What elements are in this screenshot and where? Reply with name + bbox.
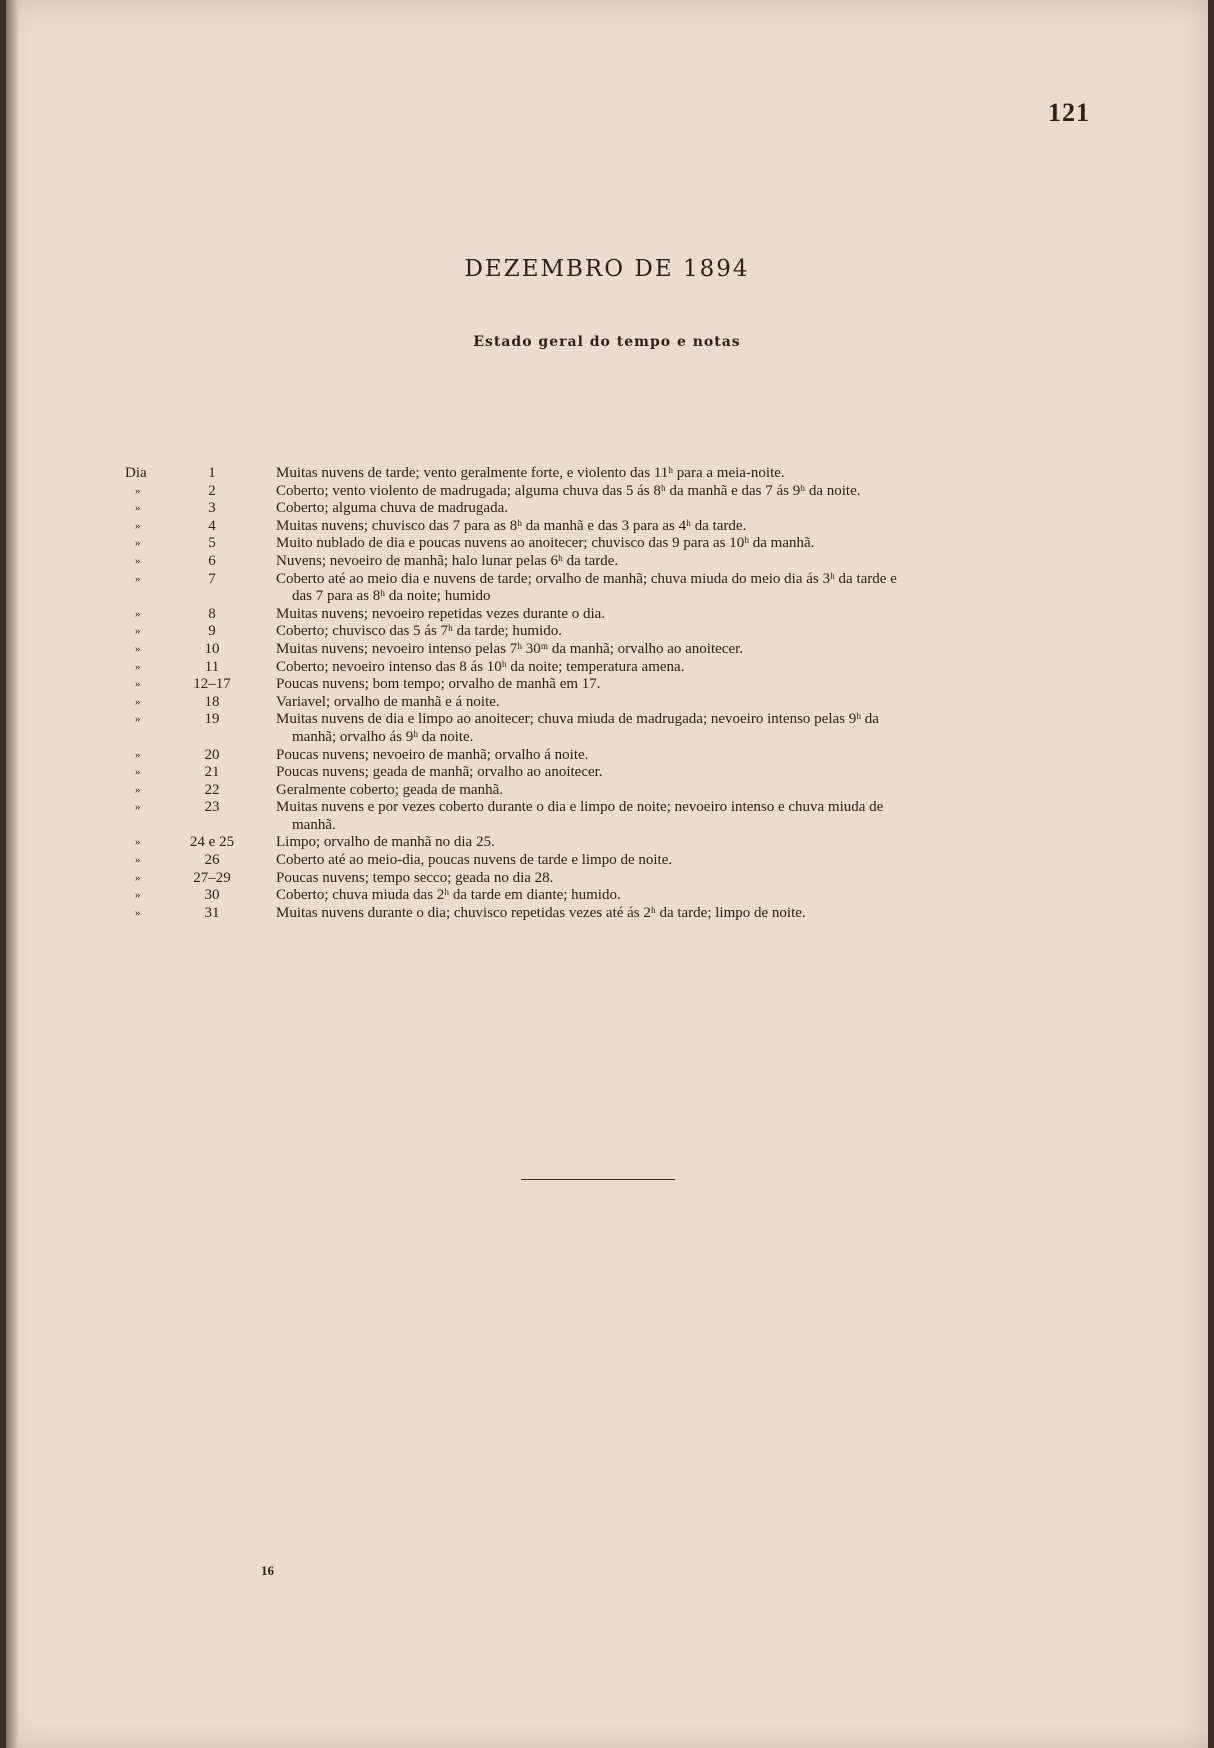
day-number: 11: [204, 658, 220, 675]
weather-note-text: Muitas nuvens de tarde; vento geralmente forte, e violento das 11ʰ para a meia-noite.: [276, 465, 785, 481]
column-gap: [244, 694, 276, 712]
weather-note: [276, 641, 1075, 659]
column-gap: [244, 799, 276, 834]
ditto-mark: »: [135, 713, 141, 726]
ditto-mark: »: [135, 854, 141, 867]
ditto-mark: »: [135, 678, 141, 691]
day-number: 31: [204, 904, 220, 921]
column-gap: [244, 623, 276, 641]
day-number: 7: [208, 570, 216, 587]
column-gap: [244, 782, 276, 800]
day-number: 6: [208, 552, 216, 569]
weather-note: [276, 518, 1075, 536]
column-gap: [244, 483, 276, 501]
weather-note: [276, 799, 1075, 834]
weather-note: [276, 694, 1075, 712]
ditto-mark: »: [135, 537, 141, 550]
ditto-mark: »: [135, 748, 141, 761]
column-gap: [244, 641, 276, 659]
column-gap: [244, 606, 276, 624]
list-item: [125, 764, 1075, 782]
day-number: 2: [208, 482, 216, 499]
ditto-mark: »: [135, 642, 141, 655]
day-number: 22: [204, 781, 220, 798]
weather-note-text: Coberto até ao meio dia e nuvens de tarde; orvalho de manhã; chuva miuda do meio dia ás 3ʰ da tarde e: [276, 570, 897, 587]
weather-note-text: Coberto até ao meio-dia, poucas nuvens de tarde e limpo de noite.: [276, 852, 673, 869]
ditto-mark: »: [135, 519, 141, 532]
list-item: [125, 711, 1075, 746]
weather-note-text: Poucas nuvens; nevoeiro de manhã; orvalho á noite.: [276, 746, 589, 763]
weather-note: [276, 711, 1075, 746]
ditto-mark: »: [135, 695, 141, 708]
ditto-mark: »: [135, 625, 141, 638]
weather-note: [276, 887, 1075, 905]
day-number: 30: [204, 887, 220, 904]
list-item: [125, 641, 1075, 659]
weather-note-text: Coberto; alguma chuva de madrugada.: [276, 500, 509, 517]
column-gap: [244, 571, 276, 606]
page-subtitle: Estado geral do tempo e notas: [473, 334, 741, 350]
ditto-mark: »: [135, 572, 141, 585]
page-title: DEZEMBRO DE 1894: [464, 256, 750, 282]
weather-note-text: Nuvens; nevoeiro de manhã; halo lunar pelas 6ʰ da tarde.: [276, 552, 619, 569]
ditto-mark: »: [135, 801, 141, 814]
signature-mark: 16: [261, 1563, 274, 1578]
weather-note-text: Poucas nuvens; tempo secco; geada no dia 28.: [276, 869, 554, 886]
column-gap: [244, 465, 276, 483]
weather-note-text: Muitas nuvens; chuvisco das 7 para as 8ʰ da manhã e das 3 para as 4ʰ da tarde.: [276, 517, 747, 534]
weather-note-continuation: manhã; orvalho ás 9ʰ da noite.: [292, 728, 474, 745]
day-number: 10: [204, 640, 220, 657]
weather-note-text: Coberto; chuva miuda das 2ʰ da tarde em diante; humido.: [276, 887, 621, 904]
weather-note: [276, 500, 1075, 518]
list-item: [125, 747, 1075, 765]
weather-note-text: Coberto; chuvisco das 5 ás 7ʰ da tarde; humido.: [276, 623, 563, 640]
column-gap: [244, 852, 276, 870]
page-number: 121: [1048, 98, 1090, 127]
ditto-mark: »: [135, 660, 141, 673]
list-item: [125, 606, 1075, 624]
weather-note-text: Muitas nuvens; nevoeiro repetidas vezes durante o dia.: [276, 605, 606, 622]
weather-note: [276, 659, 1075, 677]
list-item: [125, 571, 1075, 606]
day-number: 5: [208, 535, 216, 552]
list-item: [125, 694, 1075, 712]
day-number: 27–29: [193, 869, 231, 886]
weather-note: [276, 905, 1075, 923]
weather-note-text: Limpo; orvalho de manhã no dia 25.: [276, 834, 495, 851]
closing-rule: [521, 1179, 675, 1180]
ditto-mark: »: [135, 484, 141, 497]
day-number: 18: [204, 693, 220, 710]
day-number: 8: [208, 605, 216, 622]
weather-note: [276, 764, 1075, 782]
column-gap: [244, 905, 276, 923]
weather-note-text: Geralmente coberto; geada de manhã.: [276, 781, 503, 798]
day-number: 4: [208, 517, 216, 534]
day-number: 3: [208, 500, 216, 517]
day-number: 20: [204, 746, 220, 763]
column-gap: [244, 870, 276, 888]
day-number: 21: [204, 764, 220, 781]
column-gap: [244, 535, 276, 553]
list-item: [125, 518, 1075, 536]
weather-notes-list: [125, 465, 1075, 922]
weather-note-text: Coberto; vento violento de madrugada; alguma chuva das 5 ás 8ʰ da manhã e das 7 ás 9ʰ da noite.: [276, 482, 861, 499]
weather-note: [276, 535, 1075, 553]
ditto-mark: »: [135, 871, 141, 884]
column-gap: [244, 518, 276, 536]
weather-note-continuation: manhã.: [292, 816, 336, 833]
day-number: 12–17: [193, 676, 231, 693]
column-gap: [244, 834, 276, 852]
list-item: [125, 659, 1075, 677]
weather-note: [276, 852, 1075, 870]
column-gap: [244, 764, 276, 782]
day-number: 23: [204, 799, 220, 816]
weather-note-text: Muitas nuvens; nevoeiro intenso pelas 7ʰ 30ᵐ da manhã; orvalho ao anoitecer.: [276, 640, 744, 657]
list-item: [125, 834, 1075, 852]
ditto-mark: »: [135, 889, 141, 902]
weather-note-text: Coberto; nevoeiro intenso das 8 ás 10ʰ da noite; temperatura amena.: [276, 658, 685, 675]
weather-note: [276, 676, 1075, 694]
ditto-mark: »: [135, 783, 141, 796]
day-label: Dia: [125, 465, 147, 481]
list-item: [125, 483, 1075, 501]
day-number: 24 e 25: [189, 834, 235, 851]
list-item: [125, 852, 1075, 870]
column-gap: [244, 500, 276, 518]
weather-note-continuation: das 7 para as 8ʰ da noite; humido: [292, 588, 491, 605]
weather-note: [276, 623, 1075, 641]
list-item: [125, 799, 1075, 834]
column-gap: [244, 659, 276, 677]
day-number: 26: [204, 852, 220, 869]
weather-note-text: Variavel; orvalho de manhã e á noite.: [276, 693, 500, 710]
column-gap: [244, 676, 276, 694]
weather-note: [276, 571, 1075, 606]
weather-note-text: Muitas nuvens de dia e limpo ao anoitecer; chuva miuda de madrugada; nevoeiro intenso pelas 9ʰ da: [276, 711, 879, 728]
list-item: [125, 905, 1075, 923]
column-gap: [244, 747, 276, 765]
column-gap: [244, 887, 276, 905]
weather-note: [276, 747, 1075, 765]
weather-note-text: Muitas nuvens e por vezes coberto durante o dia e limpo de noite; nevoeiro intenso e chuva miuda de: [276, 799, 884, 816]
day-number: 19: [204, 711, 220, 728]
weather-note-text: Poucas nuvens; geada de manhã; orvalho ao anoitecer.: [276, 764, 603, 781]
list-item: [125, 535, 1075, 553]
ditto-mark: »: [135, 554, 141, 567]
list-item: [125, 870, 1075, 888]
column-gap: [244, 711, 276, 746]
list-item: [125, 676, 1075, 694]
ditto-mark: »: [135, 906, 141, 919]
day-number: 1: [208, 465, 216, 481]
weather-note: [276, 606, 1075, 624]
list-item: [125, 782, 1075, 800]
ditto-mark: »: [135, 766, 141, 779]
list-item: [125, 623, 1075, 641]
ditto-mark: »: [135, 836, 141, 849]
ditto-mark: »: [135, 502, 141, 515]
weather-note-text: Muito nublado de dia e poucas nuvens ao anoitecer; chuvisco das 9 para as 10ʰ da manhã.: [276, 535, 815, 552]
weather-note: [276, 483, 1075, 501]
weather-note-text: Muitas nuvens durante o dia; chuvisco repetidas vezes até ás 2ʰ da tarde; limpo de noite.: [276, 904, 806, 921]
weather-note-text: Poucas nuvens; bom tempo; orvalho de manhã em 17.: [276, 676, 601, 693]
list-item: [125, 465, 1075, 483]
weather-note: [276, 553, 1075, 571]
list-item: [125, 553, 1075, 571]
day-number: 9: [208, 623, 216, 640]
weather-note: [276, 465, 1075, 483]
list-item: [125, 887, 1075, 905]
column-gap: [244, 553, 276, 571]
ditto-mark: »: [135, 607, 141, 620]
weather-note: [276, 782, 1075, 800]
list-item: [125, 500, 1075, 518]
weather-note: [276, 870, 1075, 888]
weather-note: [276, 834, 1075, 852]
